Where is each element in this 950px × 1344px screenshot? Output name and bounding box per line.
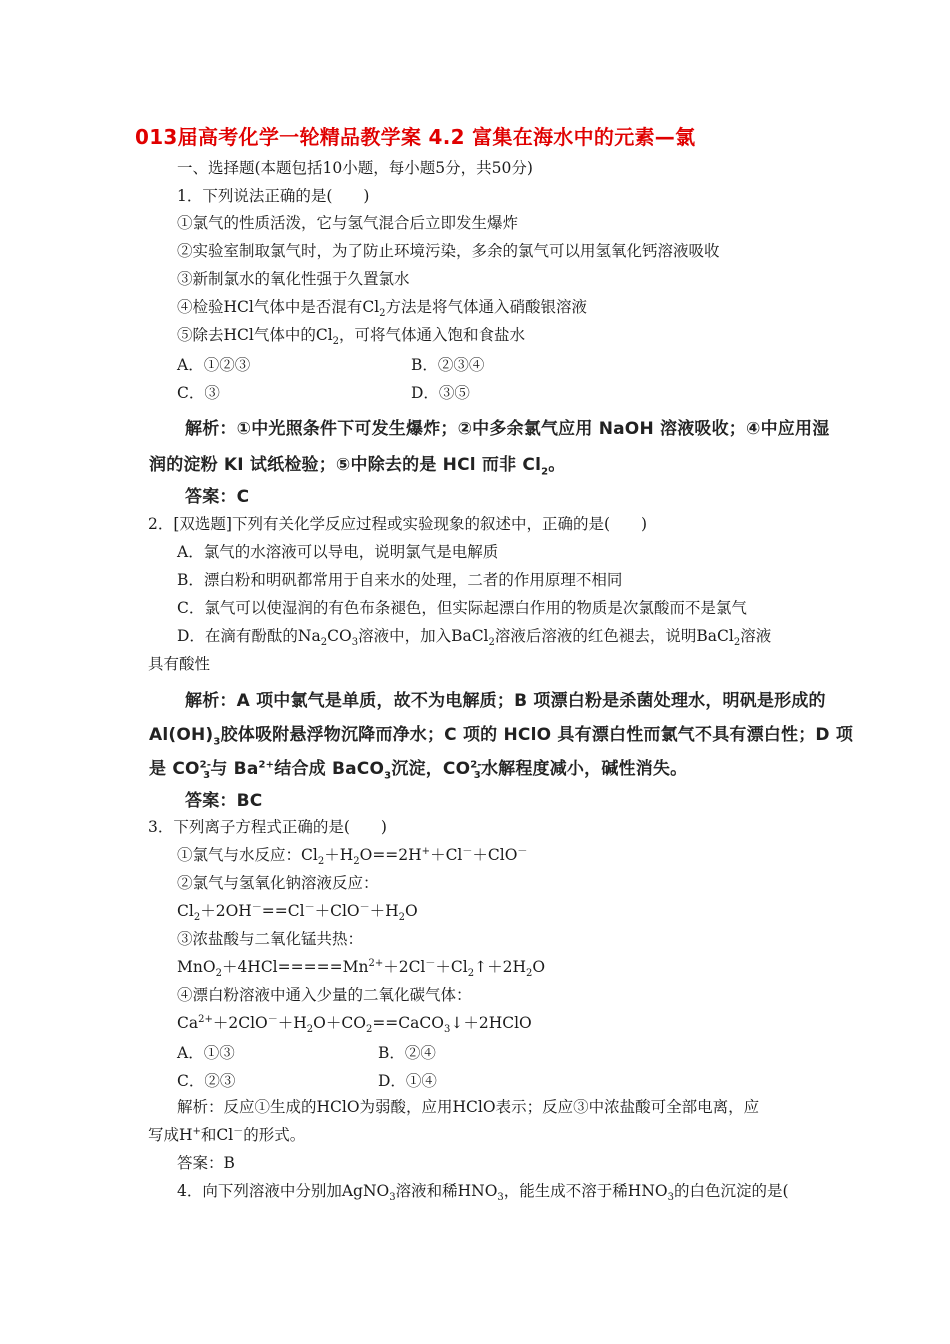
q3-equation-2: $Cl_2+2OH^-==Cl^-+ClO^-+H_2O$: [177, 901, 418, 924]
q2-option-d-continued: 具有酸性: [148, 655, 211, 673]
q3-item-4: ④漂白粉溶液中通入少量的二氧化碳气体：: [177, 986, 472, 1004]
q1-stem: 1．下列说法正确的是( ): [177, 187, 370, 205]
q3-option-a: A．①③: [177, 1044, 235, 1062]
q2-analysis-line-1: 解析：A 项中氯气是单质，故不为电解质；B 项漂白粉是杀菌处理水，明矾是形成的: [185, 691, 826, 711]
q1-option-b: B．②③④: [411, 356, 485, 374]
q1-item-3: ③新制氯水的氧化性强于久置氯水: [177, 270, 410, 288]
q2-option-c: C．氯气可以使湿润的有色布条褪色，但实际起漂白作用的物质是次氯酸而不是氯气: [177, 599, 747, 617]
section-heading: 一、选择题(本题包括10小题，每小题5分，共50分): [177, 159, 533, 177]
q3-equation-4: $Ca^{2+}+2ClO^-+H_2O+CO_2==CaCO_3↓+2HClO$: [177, 1013, 532, 1036]
q1-item-4: ④检验HCl气体中是否混有$Cl_2$方法是将气体通入硝酸银溶液: [177, 298, 588, 320]
q1-item-1: ①氯气的性质活泼，它与氢气混合后立即发生爆炸: [177, 214, 519, 232]
q3-stem: 3．下列离子方程式正确的是( ): [148, 818, 387, 836]
q1-option-d: D．③⑤: [411, 384, 470, 402]
q3-option-c: C．②③: [177, 1072, 236, 1090]
q3-item-3: ③浓盐酸与二氧化锰共热：: [177, 930, 364, 948]
q2-option-d: D．在滴有酚酞的$Na_2CO_3$溶液中，加入BaCl$_2$溶液后溶液的红色褪去，说明BaCl$_2$溶液: [177, 627, 772, 649]
q3-item-1: ①氯气与水反应：$Cl_2+H_2O==2H^++Cl^-+ClO^-$: [177, 845, 528, 868]
q3-equation-3: $MnO_2+4HCl=====Mn^{2+}+2Cl^-+Cl_2↑+2H_2O$: [177, 957, 546, 980]
q1-analysis-line-2: 润的淀粉 KI 试纸检验；⑤中除去的是 HCl 而非 $Cl_2$。: [149, 455, 566, 478]
q1-analysis-line-1: 解析：①中光照条件下可发生爆炸；②中多余氯气应用 NaOH 溶液吸收；④中应用湿: [185, 419, 830, 439]
q1-answer: 答案：C: [185, 487, 250, 507]
q3-analysis-line-1: 解析：反应①生成的HClO为弱酸，应用HClO表示；反应③中浓盐酸可全部电离，应: [177, 1098, 760, 1116]
document-title: 013届高考化学一轮精品教学案 4.2 富集在海水中的元素—氯: [135, 125, 696, 149]
q2-option-b: B．漂白粉和明矾都常用于自来水的处理，二者的作用原理不相同: [177, 571, 623, 589]
q3-option-d: D．①④: [378, 1072, 437, 1090]
q2-answer: 答案：BC: [185, 791, 263, 811]
q3-answer: 答案：B: [177, 1154, 235, 1172]
q2-option-a: A．氯气的水溶液可以导电，说明氯气是电解质: [177, 543, 499, 561]
q3-item-2: ②氯气与氢氧化钠溶液反应：: [177, 874, 379, 892]
q1-option-c: C．③: [177, 384, 220, 402]
q2-analysis-line-3: 是 $CO^{2-}_3$与 $Ba^{2+}$结合成 BaCO$_3$沉淀，$CO^{2-}_3$水解程度减小，碱性消失。: [149, 759, 688, 782]
q2-stem: 2．[双选题]下列有关化学反应过程或实验现象的叙述中，正确的是( ): [148, 515, 648, 533]
q1-item-5: ⑤除去HCl气体中的$Cl_2$，可将气体通入饱和食盐水: [177, 326, 526, 348]
q2-analysis-line-2: $Al(OH)_3$胶体吸附悬浮物沉降而净水；C 项的 HClO 具有漂白性而氯气不具有漂白性；D 项: [149, 725, 854, 748]
q3-option-b: B．②④: [378, 1044, 436, 1062]
q3-analysis-line-2: 写成H+和Cl－的形式。: [148, 1125, 306, 1144]
q1-item-2: ②实验室制取氯气时，为了防止环境污染，多余的氯气可以用氢氧化钙溶液吸收: [177, 242, 720, 260]
q4-stem: 4．向下列溶液中分别加AgNO$_3$溶液和稀$HNO_3$，能生成不溶于稀$HNO_3$的白色沉淀的是(: [177, 1182, 789, 1204]
q1-option-a: A．①②③: [177, 356, 251, 374]
